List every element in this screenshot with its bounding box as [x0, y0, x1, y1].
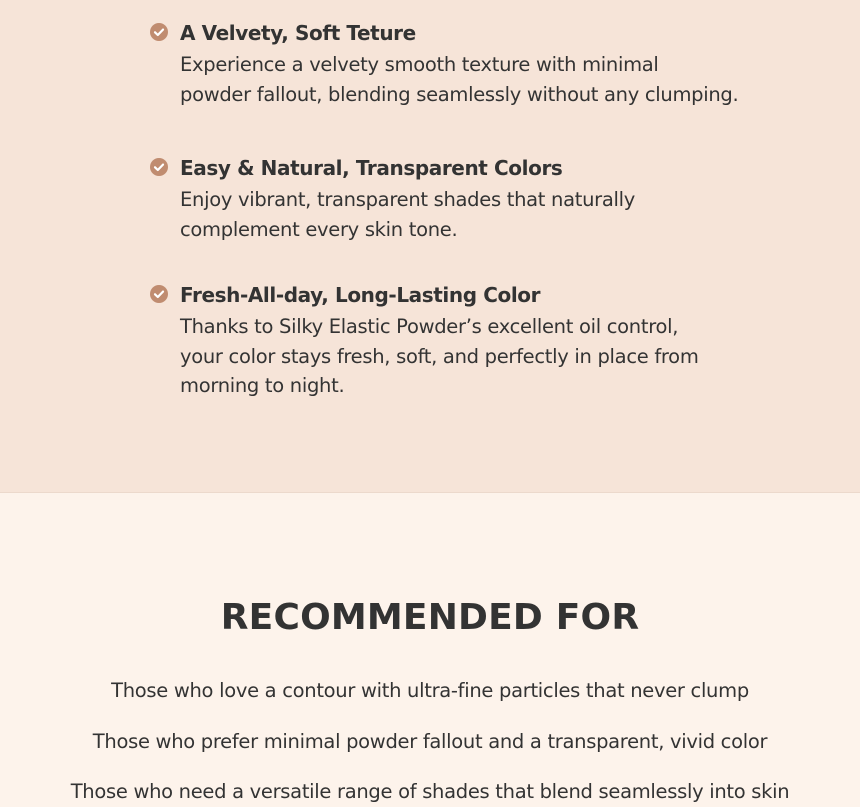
recommended-section	[0, 493, 860, 807]
feature-title: Fresh-All-day, Long-Lasting Color	[180, 283, 541, 307]
recommended-title: RECOMMENDED FOR	[220, 597, 640, 638]
feature-description	[180, 312, 780, 401]
feature-description	[180, 50, 780, 109]
check-circle-icon	[150, 158, 168, 176]
feature-description-line: Enjoy vibrant, transparent shades that naturally	[180, 188, 635, 211]
recommended-item: Those who prefer minimal powder fallout and a transparent, vivid color	[92, 730, 768, 753]
check-circle-icon	[150, 23, 168, 41]
feature-description-line: powder fallout, blending seamlessly without any clumping.	[180, 82, 739, 106]
feature-description-line: complement every skin tone.	[180, 217, 458, 241]
feature-description	[180, 185, 780, 244]
feature-description-line: morning to night.	[180, 374, 345, 397]
recommended-item: Those who need a versatile range of shades that blend seamlessly into skin	[70, 780, 790, 803]
feature-description-line: Experience a velvety smooth texture with minimal	[180, 53, 659, 76]
feature-title: A Velvety, Soft Teture	[180, 21, 416, 45]
recommended-item: Those who love a contour with ultra-fine particles that never clump	[111, 679, 749, 702]
feature-title: Easy & Natural, Transparent Colors	[180, 156, 563, 180]
check-circle-icon	[150, 285, 168, 303]
feature-description-line: Thanks to Silky Elastic Powder’s excellent oil control,	[180, 315, 679, 338]
feature-description-line: your color stays fresh, soft, and perfectly in place from	[180, 344, 699, 368]
